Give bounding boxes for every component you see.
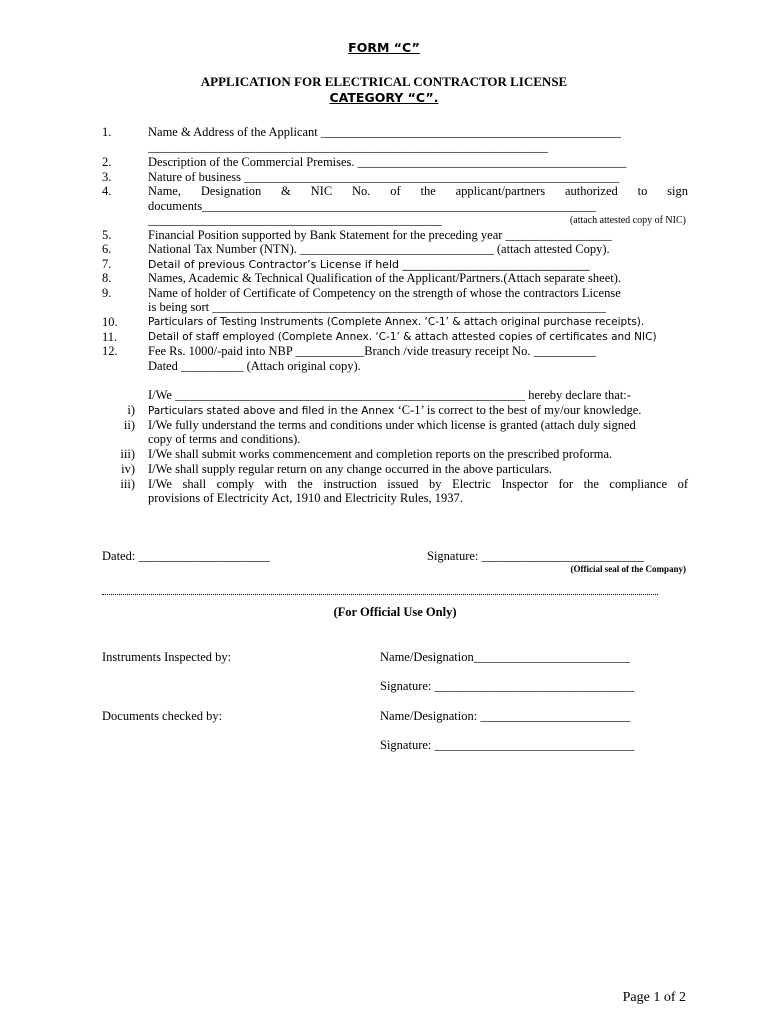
instruments-row xyxy=(0,650,768,665)
declaration-text: I/We shall comply with the instruction issued by Electric Inspector for the compliance of xyxy=(148,477,688,491)
declaration-intro: I/We ________________________________________________________ hereby declare that:- xyxy=(148,388,631,402)
item-number: 2. xyxy=(102,155,112,169)
declaration-ii-line2: copy of terms and conditions). xyxy=(148,432,301,446)
roman-number: iii) xyxy=(120,447,135,461)
form-title: FORM “C” xyxy=(348,40,420,55)
item-number: 4. xyxy=(102,184,112,198)
declaration-v xyxy=(0,477,768,492)
signature-row-1 xyxy=(0,679,768,694)
declaration-ii xyxy=(0,418,768,433)
signature-field[interactable]: Signature: ________________________________ xyxy=(380,679,635,693)
item-text: Name, Designation & NIC No. of the applicant/partners authorized to sign xyxy=(148,184,688,198)
item-text: Names, Academic & Technical Qualification of the Applicant/Partners.(Attach separate sheet). xyxy=(148,271,622,285)
item-number: 8. xyxy=(102,271,112,285)
declaration-text: I/We shall submit works commencement and completion reports on the prescribed proforma. xyxy=(148,447,613,461)
item-text: Detail of staff employed (Complete Annex. ‘C-1’ & attach attested copies of certificates and NIC) xyxy=(148,331,657,343)
declaration-v-line2: provisions of Electricity Act, 1910 and Electricity Rules, 1937. xyxy=(148,491,463,505)
item-text: National Tax Number (NTN). _______________________________ (attach attested Copy). xyxy=(148,242,610,256)
item-number: 3. xyxy=(102,170,112,184)
item-number: 11. xyxy=(102,330,118,344)
name-designation-field[interactable]: Name/Designation: ________________________ xyxy=(380,709,631,723)
item-text: Description of the Commercial Premises. ___________________________________________ xyxy=(148,155,627,169)
roman-number: i) xyxy=(127,403,135,417)
item-11 xyxy=(0,330,768,345)
item-number: 1. xyxy=(102,125,112,139)
declaration-iv xyxy=(0,462,768,477)
official-seal-note: (Official seal of the Company) xyxy=(570,564,686,574)
item-12 xyxy=(0,344,768,359)
documents-row xyxy=(0,709,768,724)
item-text-cont: is being sort _______________________________________________________________ xyxy=(148,300,606,314)
item-text: Nature of business ____________________________________________________________ xyxy=(148,170,620,184)
application-title: APPLICATION FOR ELECTRICAL CONTRACTOR LICENSE xyxy=(200,74,568,89)
item-text: Name of holder of Certificate of Competency on the strength of whose the contractors License xyxy=(148,286,621,300)
declaration-text: Particulars stated above and filed in the Annex ‘C-1’ is correct to the best of my/our knowledge. xyxy=(148,403,642,417)
blank-line: _______________________________________________ xyxy=(148,213,442,227)
item-2 xyxy=(0,155,768,170)
declaration-text: I/We fully understand the terms and conditions under which license is granted (attach duly signed xyxy=(148,418,636,432)
signoff-row xyxy=(0,549,768,564)
nic-note: (attach attested copy of NIC) xyxy=(569,215,686,226)
item-number: 6. xyxy=(102,242,112,256)
roman-number: iii) xyxy=(120,477,135,491)
item-number: 7. xyxy=(102,257,112,271)
item-8 xyxy=(0,271,768,286)
category-title: CATEGORY “C”. xyxy=(329,90,439,105)
item-6 xyxy=(0,242,768,257)
roman-number: ii) xyxy=(123,418,135,432)
item-number: 12. xyxy=(102,344,118,358)
item-4-line3 xyxy=(0,213,768,228)
official-use-heading: (For Official Use Only) xyxy=(333,605,457,619)
item-number: 5. xyxy=(102,228,112,242)
item-10 xyxy=(0,315,768,330)
declaration-text: I/We shall supply regular return on any change occurred in the above particulars. xyxy=(148,462,553,476)
item-3 xyxy=(0,170,768,185)
item-1 xyxy=(0,125,768,140)
documents-label: Documents checked by: xyxy=(102,709,223,723)
signature-row-2 xyxy=(0,738,768,753)
declaration-iii xyxy=(0,447,768,462)
item-text: Fee Rs. 1000/-paid into NBP ___________Branch /vide treasury receipt No. __________ xyxy=(148,344,597,358)
item-5 xyxy=(0,228,768,243)
item-text: Detail of previous Contractor’s License if held __________________________________ xyxy=(148,258,590,271)
instruments-label: Instruments Inspected by: xyxy=(102,650,232,664)
item-1-line2 xyxy=(0,140,768,155)
item-12-line2 xyxy=(0,359,768,374)
item-text: Financial Position supported by Bank Statement for the preceding year _________________ xyxy=(148,228,612,242)
item-text: Name & Address of the Applicant ________________________________________________ xyxy=(148,125,621,139)
blank-line: documents_______________________________________________________________ xyxy=(148,199,596,213)
blank-line: ________________________________________________________________ xyxy=(148,140,548,154)
declaration-i xyxy=(0,403,768,418)
item-text-cont: Dated __________ (Attach original copy). xyxy=(148,359,361,373)
roman-number: iv) xyxy=(121,462,135,476)
item-number: 10. xyxy=(102,315,118,329)
divider xyxy=(102,594,658,595)
item-number: 9. xyxy=(102,286,112,300)
item-9 xyxy=(0,286,768,301)
item-text: Particulars of Testing Instruments (Complete Annex. ‘C-1’ & attach original purchase receipts). xyxy=(148,316,645,328)
item-7 xyxy=(0,257,768,272)
signature-field[interactable]: Signature: __________________________ xyxy=(427,549,645,563)
item-4 xyxy=(0,184,768,199)
item-9-line2 xyxy=(0,300,768,315)
page-number: Page 1 of 2 xyxy=(622,990,686,1005)
dated-field[interactable]: Dated: _____________________ xyxy=(102,549,270,563)
name-designation-field[interactable]: Name/Designation_________________________ xyxy=(380,650,630,664)
item-4-line2 xyxy=(0,199,768,214)
signature-field[interactable]: Signature: ________________________________ xyxy=(380,738,635,752)
